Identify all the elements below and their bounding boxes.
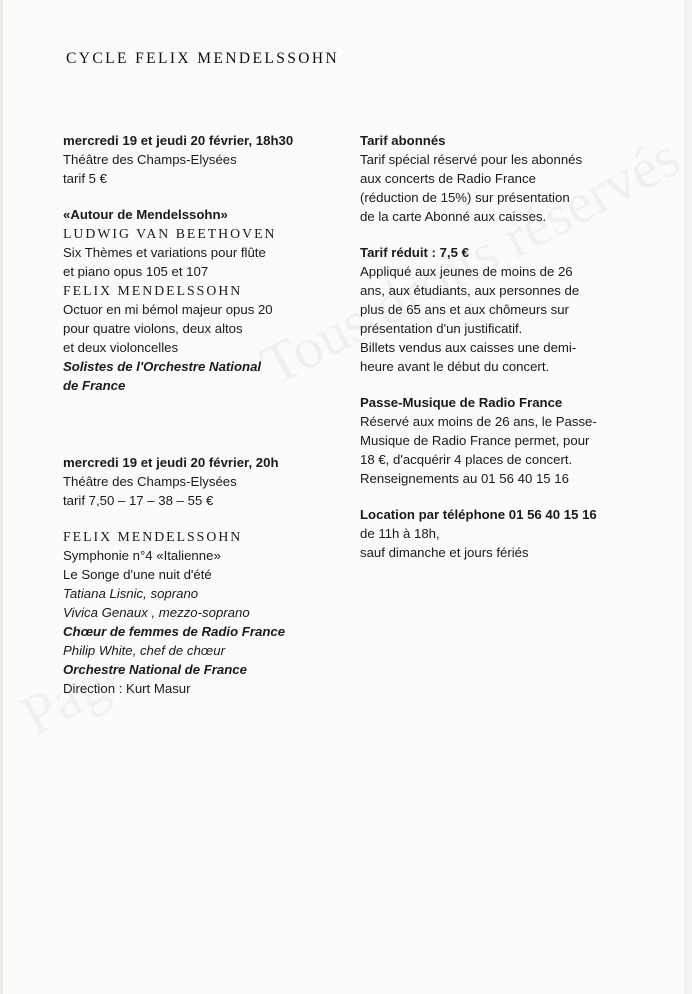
concert-1 — [63, 131, 348, 395]
concert-2-choir-director: Philip White, chef de chœur — [63, 643, 225, 658]
page-edge-strip — [684, 0, 692, 994]
concert-2-soloist-2: Vivica Genaux , mezzo-soprano — [63, 605, 250, 620]
tarif-reduit-title: Tarif réduit : 7,5 € — [360, 245, 469, 260]
concert-1-price: tarif 5 € — [63, 171, 107, 186]
tarif-abonnes-line-2: aux concerts de Radio France — [360, 171, 536, 186]
concert-2-orchestra: Orchestre National de France — [63, 662, 247, 677]
concert-2-composer: FELIX MENDELSSOHN — [63, 529, 243, 544]
concert-1-composer-2: FELIX MENDELSSOHN — [63, 283, 243, 298]
tarif-reduit-line-6: heure avant le début du concert. — [360, 359, 550, 374]
tarif-abonnes-title: Tarif abonnés — [360, 133, 446, 148]
concert-2-work-1: Symphonie n°4 «Italienne» — [63, 548, 221, 563]
concert-2-date: mercredi 19 et jeudi 20 février, 20h — [63, 455, 279, 470]
tarif-abonnes-line-1: Tarif spécial réservé pour les abonnés — [360, 152, 583, 167]
tarif-reduit-line-1: Appliqué aux jeunes de moins de 26 — [360, 264, 573, 279]
tarif-reduit-line-3: plus de 65 ans et aux chômeurs sur — [360, 302, 569, 317]
concert-2-work-2: Le Songe d'une nuit d'été — [63, 567, 212, 582]
concert-1-venue: Théâtre des Champs-Elysées — [63, 152, 237, 167]
concert-2-soloist-1: Tatiana Lisnic, soprano — [63, 586, 199, 601]
location-line-2: sauf dimanche et jours fériés — [360, 545, 529, 560]
concert-1-work-2-line-1: Octuor en mi bémol majeur opus 20 — [63, 302, 273, 317]
concert-1-work-1-line-1: Six Thèmes et variations pour flûte — [63, 245, 266, 260]
tarif-abonnes-line-3: (réduction de 15%) sur présentation — [360, 190, 570, 205]
tarif-abonnes-line-4: de la carte Abonné aux caisses. — [360, 209, 547, 224]
concert-1-performers-line-2: de France — [63, 378, 126, 393]
tarif-reduit-line-2: ans, aux étudiants, aux personnes de — [360, 283, 580, 298]
concert-2-choir: Chœur de femmes de Radio France — [63, 624, 286, 639]
concert-1-date: mercredi 19 et jeudi 20 février, 18h30 — [63, 133, 294, 148]
concert-1-subtitle: «Autour de Mendelssohn» — [63, 207, 228, 222]
location-title: Location par téléphone 01 56 40 15 16 — [360, 507, 597, 522]
tarif-reduit-line-4: présentation d'un justificatif. — [360, 321, 523, 336]
location-line-1: de 11h à 18h, — [360, 526, 440, 541]
left-column — [63, 131, 348, 698]
passe-musique-title: Passe-Musique de Radio France — [360, 395, 563, 410]
concert-2 — [63, 453, 348, 698]
right-column — [360, 131, 660, 562]
concert-1-composer-1: LUDWIG VAN BEETHOVEN — [63, 226, 277, 241]
passe-musique-section — [360, 393, 660, 488]
passe-musique-line-3: 18 €, d'acquérir 4 places de concert. — [360, 452, 573, 467]
concert-1-work-1-line-2: et piano opus 105 et 107 — [63, 264, 209, 279]
tarif-reduit-line-5: Billets vendus aux caisses une demi- — [360, 340, 577, 355]
concert-2-venue: Théâtre des Champs-Elysées — [63, 474, 237, 489]
scan-edge — [0, 0, 3, 994]
concert-2-direction: Direction : Kurt Masur — [63, 681, 191, 696]
concert-2-price: tarif 7,50 – 17 – 38 – 55 € — [63, 493, 214, 508]
concert-1-performers-line-1: Solistes de l'Orchestre National — [63, 359, 262, 374]
passe-musique-line-1: Réservé aux moins de 26 ans, le Passe- — [360, 414, 597, 429]
page-title: CYCLE FELIX MENDELSSOHN — [66, 50, 340, 67]
concert-1-work-2-line-3: et deux violoncelles — [63, 340, 179, 355]
passe-musique-line-2: Musique de Radio France permet, pour — [360, 433, 590, 448]
tarif-reduit-section — [360, 243, 660, 376]
concert-1-work-2-line-2: pour quatre violons, deux altos — [63, 321, 243, 336]
tarif-abonnes-section — [360, 131, 660, 226]
passe-musique-line-4: Renseignements au 01 56 40 15 16 — [360, 471, 569, 486]
location-section — [360, 505, 660, 562]
